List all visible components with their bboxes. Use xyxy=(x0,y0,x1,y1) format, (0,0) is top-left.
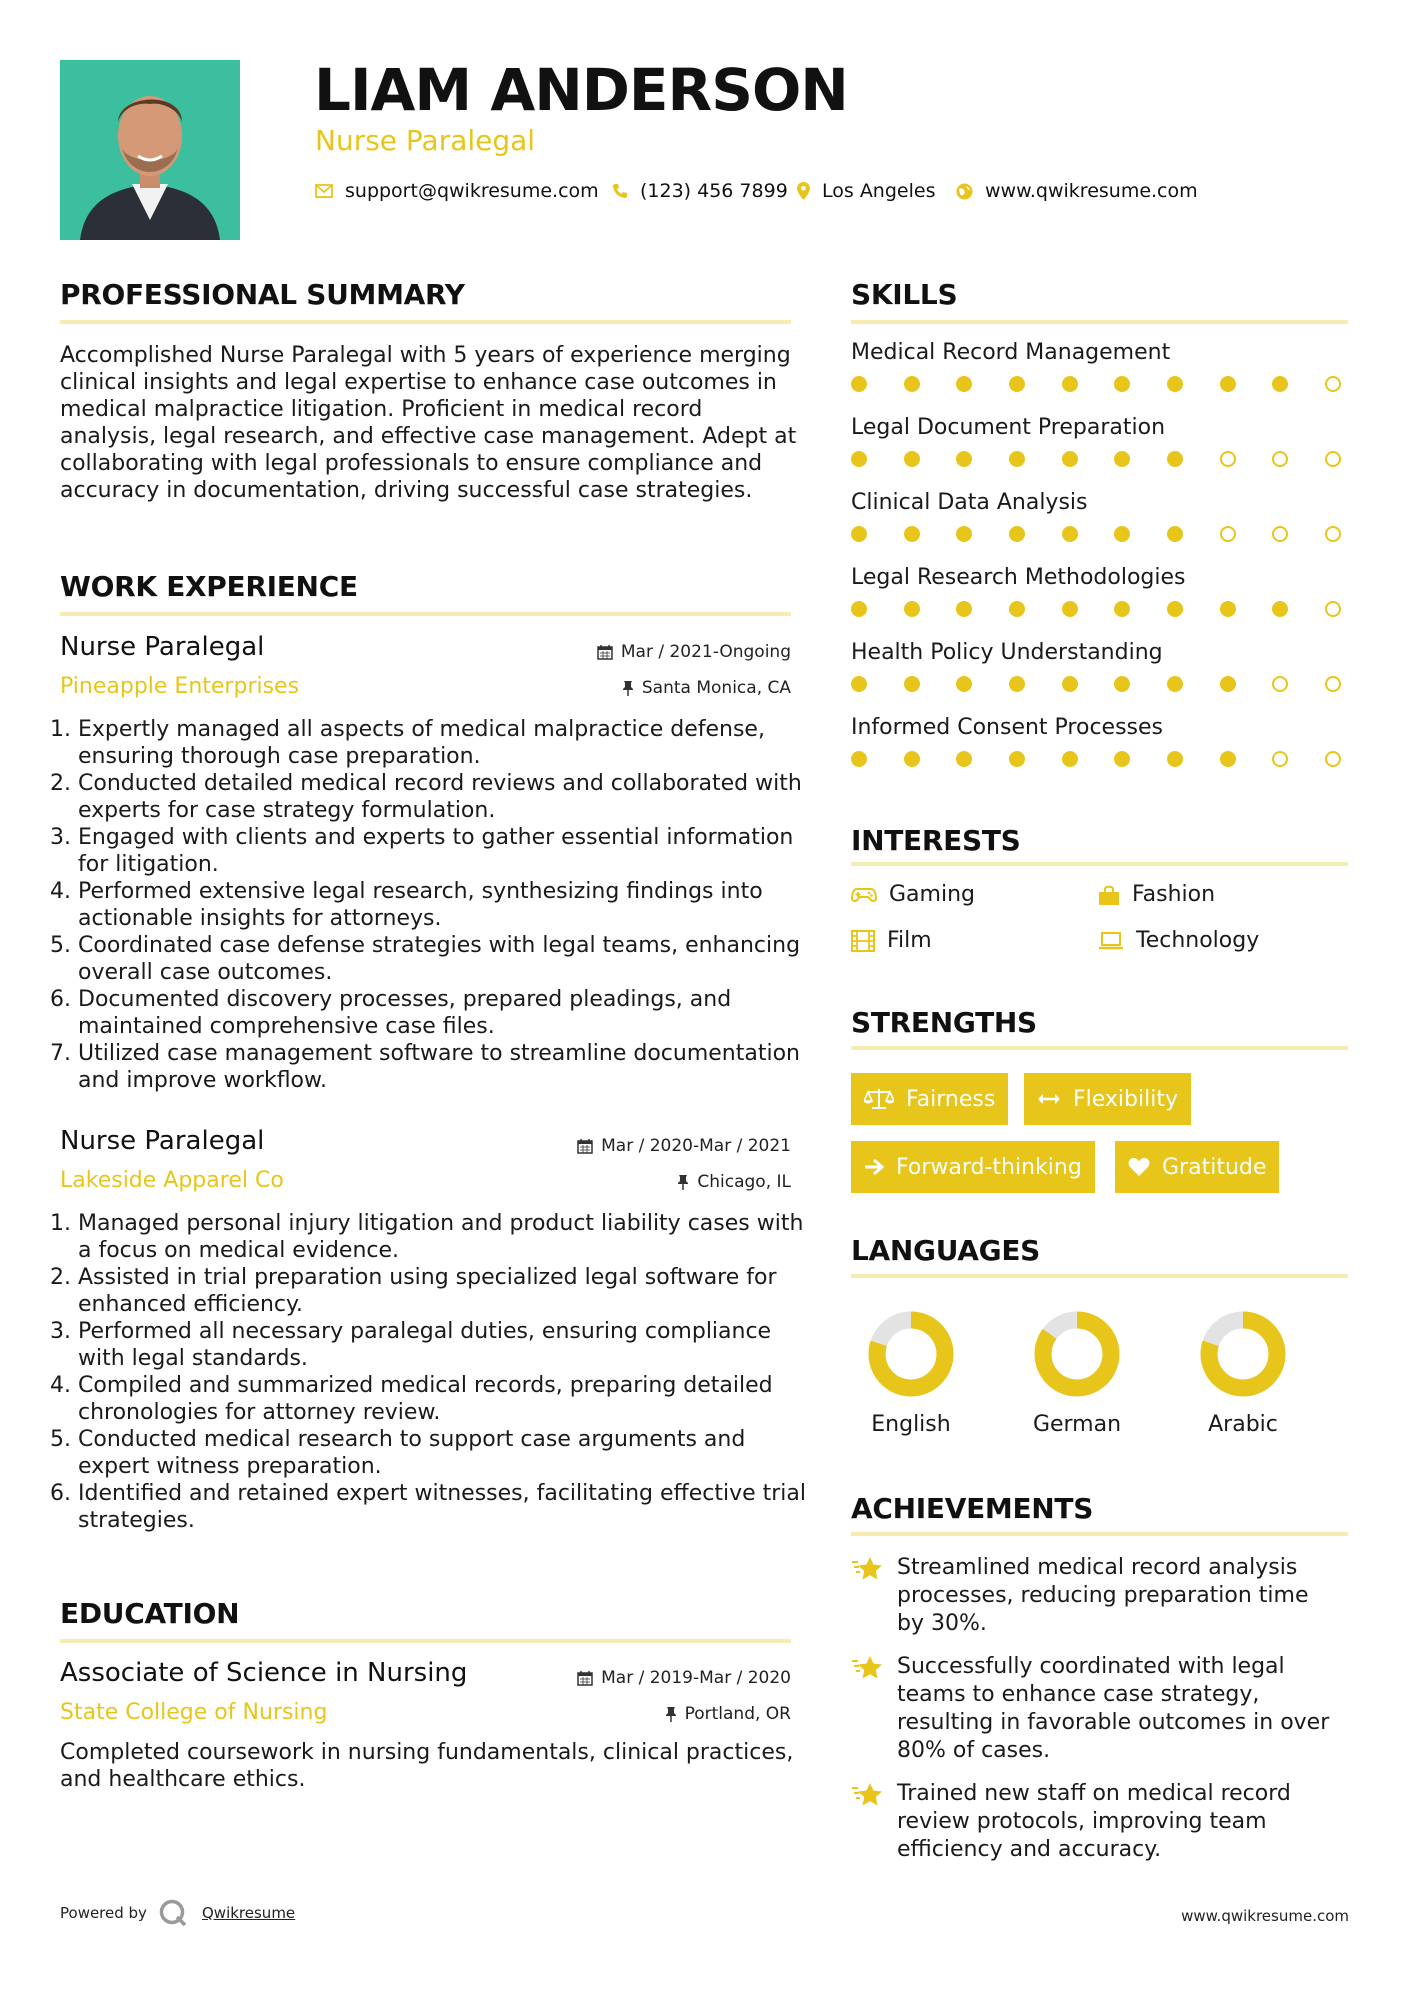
rating-dot-filled xyxy=(851,751,867,767)
section-divider xyxy=(60,612,791,616)
achievement-item xyxy=(851,1780,1331,1864)
film-icon xyxy=(851,930,875,952)
section-divider xyxy=(851,1274,1348,1278)
skill-name: Health Policy Understanding xyxy=(851,640,1163,665)
calendar-icon xyxy=(597,644,613,660)
rating-dot-filled xyxy=(1009,376,1025,392)
summary-text: Accomplished Nurse Paralegal with 5 years of experience merging clinical insights and legal expertise to enhance case outcomes in medical malpractice litigation. Proficient in medical record analysis, legal research, and effective case management. Adept at collaborating with legal professionals to ensure compliance and accuracy in documentation, driving successful case strategies. xyxy=(60,343,797,503)
languages-heading: LANGUAGES xyxy=(851,1234,1041,1267)
calendar-icon xyxy=(577,1670,593,1686)
job-company: Pineapple Enterprises xyxy=(60,674,300,699)
rating-dot-empty xyxy=(1325,451,1341,467)
star-badge-icon xyxy=(851,1782,883,1808)
list-item: 1. Expertly managed all aspects of medical malpractice defense, ensuring thorough case preparation. xyxy=(78,716,818,770)
calendar-icon xyxy=(577,1138,593,1154)
job-dates-text: Mar / 2020-Mar / 2021 xyxy=(601,1136,791,1156)
rating-dot-empty xyxy=(1220,451,1236,467)
rating-dot-filled xyxy=(904,451,920,467)
section-divider xyxy=(60,320,791,324)
rating-dot-filled xyxy=(1114,451,1130,467)
rating-dot-filled xyxy=(1009,751,1025,767)
skill-row xyxy=(851,490,1351,565)
skills-heading: SKILLS xyxy=(851,278,958,311)
language-name: Arabic xyxy=(1208,1412,1278,1437)
education-location-text: Portland, OR xyxy=(684,1704,791,1724)
job-dates xyxy=(577,1136,791,1156)
rating-dot-empty xyxy=(1220,526,1236,542)
skills-list xyxy=(851,340,1351,790)
achievement-text: Successfully coordinated with legal teams to enhance case strategy, resulting in favorable outcomes in over 80% of cases. xyxy=(897,1654,1330,1763)
rating-dot-filled xyxy=(1272,376,1288,392)
qwikresume-logo xyxy=(158,1898,188,1932)
qwikresume-logo-icon xyxy=(158,1898,188,1928)
rating-dot-filled xyxy=(956,526,972,542)
skill-rating xyxy=(851,601,1341,617)
rating-dot-filled xyxy=(851,376,867,392)
rating-dot-filled xyxy=(851,526,867,542)
language-gauge xyxy=(851,1310,971,1400)
job-dates-text: Mar / 2021-Ongoing xyxy=(620,642,791,662)
language-item xyxy=(851,1310,971,1437)
job-location-text: Santa Monica, CA xyxy=(641,678,791,698)
rating-dot-filled xyxy=(1114,601,1130,617)
section-divider xyxy=(851,862,1348,866)
section-divider xyxy=(851,1532,1348,1536)
rating-dot-filled xyxy=(956,751,972,767)
list-item: 5. Conducted medical research to support case arguments and expert witness preparation. xyxy=(78,1426,818,1480)
rating-dot-filled xyxy=(1220,601,1236,617)
rating-dot-filled xyxy=(1062,526,1078,542)
rating-dot-filled xyxy=(956,601,972,617)
list-item: 3. Engaged with clients and experts to gather essential information for litigation. xyxy=(78,824,818,878)
rating-dot-filled xyxy=(1114,751,1130,767)
shopping-bag-icon xyxy=(1098,884,1120,906)
list-item: 1. Managed personal injury litigation and product liability cases with a focus on medical evidence. xyxy=(78,1210,818,1264)
job-location xyxy=(677,1172,791,1192)
rating-dot-filled xyxy=(1167,601,1183,617)
contact-website[interactable] xyxy=(956,180,1198,202)
candidate-name: LIAM ANDERSON xyxy=(314,56,848,124)
contact-phone[interactable] xyxy=(612,180,788,202)
job-company: Lakeside Apparel Co xyxy=(60,1168,284,1193)
list-item: 2. Conducted detailed medical record reviews and collaborated with experts for case strategy formulation. xyxy=(78,770,818,824)
candidate-role: Nurse Paralegal xyxy=(315,124,536,157)
skill-row xyxy=(851,640,1351,715)
interest-label: Fashion xyxy=(1132,882,1216,907)
envelope-icon xyxy=(315,184,333,198)
rating-dot-filled xyxy=(956,376,972,392)
star-badge-icon xyxy=(851,1655,883,1681)
email-text: support@qwikresume.com xyxy=(345,180,599,202)
rating-dot-filled xyxy=(904,676,920,692)
interest-gaming xyxy=(851,882,975,907)
list-item: 4. Performed extensive legal research, synthesizing findings into actionable insights for attorneys. xyxy=(78,878,818,932)
profile-photo xyxy=(60,60,240,240)
website-text: www.qwikresume.com xyxy=(985,180,1198,202)
list-item: 3. Performed all necessary paralegal duties, ensuring compliance with legal standards. xyxy=(78,1318,818,1372)
rating-dot-filled xyxy=(1114,526,1130,542)
rating-dot-filled xyxy=(1167,751,1183,767)
strength-tag xyxy=(1024,1073,1191,1125)
job-location-text: Chicago, IL xyxy=(697,1172,791,1192)
list-item: 6. Identified and retained expert witnesses, facilitating effective trial strategies. xyxy=(78,1480,818,1534)
strengths-heading: STRENGTHS xyxy=(851,1006,1037,1039)
rating-dot-filled xyxy=(904,601,920,617)
summary-heading: PROFESSIONAL SUMMARY xyxy=(60,278,465,311)
list-item: 4. Compiled and summarized medical records, preparing detailed chronologies for attorney review. xyxy=(78,1372,818,1426)
skill-row xyxy=(851,715,1351,790)
achievement-text: Streamlined medical record analysis processes, reducing preparation time by 30%. xyxy=(897,1555,1309,1636)
language-gauge xyxy=(1183,1310,1303,1400)
rating-dot-empty xyxy=(1325,376,1341,392)
rating-dot-filled xyxy=(1009,676,1025,692)
rating-dot-filled xyxy=(851,676,867,692)
job-bullets xyxy=(60,716,818,1094)
rating-dot-empty xyxy=(1325,751,1341,767)
degree-title: Associate of Science in Nursing xyxy=(60,1658,468,1688)
language-item xyxy=(1017,1310,1137,1437)
strength-label: Forward-thinking xyxy=(896,1154,1082,1180)
rating-dot-filled xyxy=(1009,601,1025,617)
rating-dot-filled xyxy=(851,451,867,467)
language-gauge xyxy=(1017,1310,1137,1400)
section-divider xyxy=(60,1639,791,1643)
rating-dot-filled xyxy=(1220,676,1236,692)
strength-tag xyxy=(851,1073,1008,1125)
heart-icon xyxy=(1128,1157,1150,1177)
phone-icon xyxy=(612,183,628,199)
interests-heading: INTERESTS xyxy=(851,824,1021,857)
skill-name: Legal Document Preparation xyxy=(851,415,1166,440)
rating-dot-empty xyxy=(1325,526,1341,542)
qwikresume-link[interactable]: Qwikresume xyxy=(202,1904,296,1922)
achievement-item xyxy=(851,1554,1331,1638)
powered-by-label: Powered by xyxy=(60,1904,147,1922)
list-item: 7. Utilized case management software to streamline documentation and improve workflow. xyxy=(78,1040,818,1094)
education-description: Completed coursework in nursing fundamentals, clinical practices, and healthcare ethics. xyxy=(60,1740,794,1792)
rating-dot-filled xyxy=(1167,376,1183,392)
rating-dot-empty xyxy=(1272,751,1288,767)
strength-label: Flexibility xyxy=(1073,1086,1178,1112)
gamepad-icon xyxy=(851,887,877,903)
language-name: German xyxy=(1032,1412,1122,1437)
rating-dot-filled xyxy=(1062,451,1078,467)
rating-dot-filled xyxy=(1167,451,1183,467)
rating-dot-filled xyxy=(851,601,867,617)
rating-dot-filled xyxy=(1114,676,1130,692)
job-title: Nurse Paralegal xyxy=(60,1126,265,1156)
strength-tag xyxy=(851,1141,1095,1193)
rating-dot-filled xyxy=(1272,601,1288,617)
globe-icon xyxy=(956,183,973,200)
rating-dot-empty xyxy=(1272,451,1288,467)
rating-dot-filled xyxy=(904,376,920,392)
pushpin-icon xyxy=(677,1174,689,1190)
strength-label: Fairness xyxy=(906,1086,996,1112)
footer-url[interactable]: www.qwikresume.com xyxy=(1181,1907,1349,1925)
job-title: Nurse Paralegal xyxy=(60,632,265,662)
languages-list xyxy=(851,1310,1351,1450)
pushpin-icon xyxy=(622,680,634,696)
rating-dot-filled xyxy=(956,676,972,692)
rating-dot-empty xyxy=(1325,601,1341,617)
experience-heading: WORK EXPERIENCE xyxy=(60,570,358,603)
language-item xyxy=(1183,1310,1303,1437)
skill-name: Medical Record Management xyxy=(851,340,1171,365)
rating-dot-filled xyxy=(1114,376,1130,392)
skill-row xyxy=(851,340,1351,415)
map-marker-icon xyxy=(797,182,810,200)
rating-dot-filled xyxy=(956,451,972,467)
education-heading: EDUCATION xyxy=(60,1597,240,1630)
pushpin-icon xyxy=(665,1706,677,1722)
education-dates xyxy=(577,1668,791,1688)
contact-email[interactable] xyxy=(315,180,599,202)
skill-name: Informed Consent Processes xyxy=(851,715,1163,740)
achievement-item xyxy=(851,1653,1331,1765)
rating-dot-filled xyxy=(1220,376,1236,392)
rating-dot-filled xyxy=(1220,751,1236,767)
language-name: English xyxy=(871,1412,951,1437)
rating-dot-filled xyxy=(1062,751,1078,767)
job-bullets xyxy=(60,1210,818,1534)
rating-dot-filled xyxy=(1062,601,1078,617)
section-divider xyxy=(851,320,1348,324)
section-divider xyxy=(851,1046,1348,1050)
interest-fashion xyxy=(1098,882,1215,907)
skill-rating xyxy=(851,451,1341,467)
skill-name: Legal Research Methodologies xyxy=(851,565,1186,590)
rating-dot-empty xyxy=(1272,676,1288,692)
contact-location xyxy=(797,180,935,202)
rating-dot-filled xyxy=(1062,376,1078,392)
interest-film xyxy=(851,928,932,953)
list-item: 5. Coordinated case defense strategies with legal teams, enhancing overall case outcomes. xyxy=(78,932,818,986)
rating-dot-empty xyxy=(1325,676,1341,692)
interest-technology xyxy=(1098,928,1259,953)
strength-tag xyxy=(1115,1141,1279,1193)
skill-row xyxy=(851,415,1351,490)
education-dates-text: Mar / 2019-Mar / 2020 xyxy=(601,1668,791,1688)
job-location xyxy=(622,678,791,698)
rating-dot-filled xyxy=(1062,676,1078,692)
school-name: State College of Nursing xyxy=(60,1700,328,1725)
achievement-text: Trained new staff on medical record review protocols, improving team efficiency and accuracy. xyxy=(897,1781,1291,1862)
skill-row xyxy=(851,565,1351,640)
skill-rating xyxy=(851,526,1341,542)
interest-label: Gaming xyxy=(889,882,975,907)
interest-label: Technology xyxy=(1136,928,1260,953)
laptop-icon xyxy=(1098,932,1124,950)
rating-dot-filled xyxy=(904,751,920,767)
skill-rating xyxy=(851,376,1341,392)
skill-rating xyxy=(851,676,1341,692)
list-item: 6. Documented discovery processes, prepared pleadings, and maintained comprehensive case files. xyxy=(78,986,818,1040)
star-badge-icon xyxy=(851,1556,883,1582)
rating-dot-filled xyxy=(1167,676,1183,692)
rating-dot-filled xyxy=(1009,451,1025,467)
rating-dot-filled xyxy=(904,526,920,542)
skill-rating xyxy=(851,751,1341,767)
rating-dot-filled xyxy=(1009,526,1025,542)
skill-name: Clinical Data Analysis xyxy=(851,490,1088,515)
rating-dot-filled xyxy=(1167,526,1183,542)
interest-label: Film xyxy=(887,928,932,953)
arrow-right-icon xyxy=(864,1158,884,1176)
list-item: 2. Assisted in trial preparation using specialized legal software for enhanced efficiency. xyxy=(78,1264,818,1318)
strength-label: Gratitude xyxy=(1162,1154,1267,1180)
achievements-heading: ACHIEVEMENTS xyxy=(851,1492,1094,1525)
job-dates xyxy=(597,642,791,662)
phone-text: (123) 456 7899 xyxy=(640,180,788,202)
education-location xyxy=(665,1704,791,1724)
location-text: Los Angeles xyxy=(822,180,936,202)
arrows-horizontal-icon xyxy=(1037,1092,1061,1106)
rating-dot-empty xyxy=(1272,526,1288,542)
balance-scale-icon xyxy=(864,1088,894,1110)
